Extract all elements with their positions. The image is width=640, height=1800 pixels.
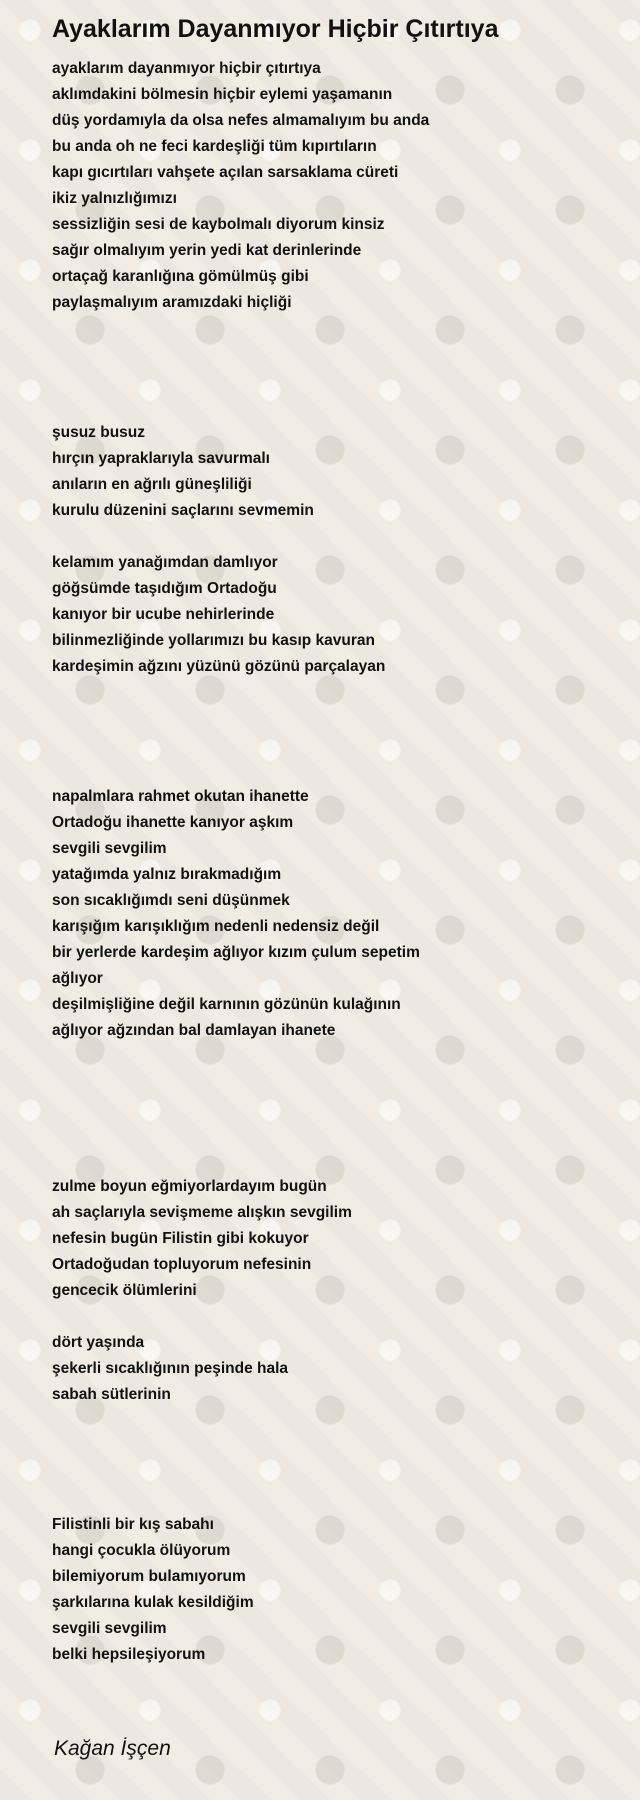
author-signature: Kağan İşçen [54,1737,171,1760]
poem-line: aklımdakini bölmesin hiçbir eylemi yaşamanın [52,86,393,103]
poem-line: sevgili sevgilim [52,1620,167,1637]
poem-line: ah saçlarıyla sevişmeme alışkın sevgilim [52,1204,352,1221]
poem-line: şekerli sıcaklığının peşinde hala [52,1360,289,1377]
poem-line: nefesin bugün Filistin gibi kokuyor [52,1230,309,1247]
poem-line: sessizliğin sesi de kaybolmalı diyorum kinsiz [52,216,385,233]
poem-line: sevgili sevgilim [52,840,167,857]
poem-line: ikiz yalnızlığımızı [52,190,177,207]
poem-line: bir yerlerde kardeşim ağlıyor kızım çulum sepetim [52,944,420,961]
blank-line [52,1460,640,1486]
poem-line: yatağımda yalnız bırakmadığım [52,866,282,883]
poem-line: kelamım yanağımdan damlıyor [52,554,278,571]
blank-line [52,368,640,394]
poem-line: ağlıyor ağzından bal damlayan ihanete [52,1022,336,1039]
poem-line: son sıcaklığımdı seni düşünmek [52,892,290,909]
poem-line: paylaşmalıyım aramızdaki hiçliği [52,294,292,311]
poem-line: düş yordamıyla da olsa nefes almamalıyım bu anda [52,112,430,129]
blank-line [52,1304,640,1330]
poem-line: kanıyor bir ucube nehirlerinde [52,606,275,623]
blank-line [52,1070,640,1096]
blank-line [52,1148,640,1174]
blank-line [52,1044,640,1070]
blank-line [52,758,640,784]
blank-line [52,1408,640,1434]
poem-line: bu anda oh ne feci kardeşliği tüm kıpırtıların [52,138,377,155]
poem-line: sabah sütlerinin [52,1386,171,1403]
poem-line: deşilmişliğine değil karnının gözünün kulağının [52,996,401,1013]
poem-line: zulme boyun eğmiyorlardayım bugün [52,1178,327,1195]
poem-line: dört yaşında [52,1334,145,1351]
poem-line: bilinmezliğinde yollarımızı bu kasıp kavuran [52,632,376,649]
blank-line [52,706,640,732]
poem-line: şarkılarına kulak kesildiğim [52,1594,254,1611]
poem-line: napalmlara rahmet okutan ihanette [52,788,309,805]
poem-line: gencecik ölümlerini [52,1282,197,1299]
blank-line [52,1122,640,1148]
blank-line [52,1486,640,1512]
poem-line: kurulu düzenini saçlarını sevmemin [52,502,314,519]
poem-line: ortaçağ karanlığına gömülmüş gibi [52,268,309,285]
poem-line: göğsümde taşıdığım Ortadoğu [52,580,277,597]
poem-line: ayaklarım dayanmıyor hiçbir çıtırtıya [52,60,321,77]
poem-body [52,56,640,1668]
blank-line [52,524,640,550]
blank-line [52,1434,640,1460]
blank-line [52,342,640,368]
poem-line: ağlıyor [52,970,103,987]
poem-line: hangi çocukla ölüyorum [52,1542,231,1559]
poem-line: bilemiyorum bulamıyorum [52,1568,246,1585]
poem-line: şusuz busuz [52,424,146,441]
poem-line: karışığım karışıklığım nedenli nedensiz değil [52,918,380,935]
poem-line: Ortadoğudan topluyorum nefesinin [52,1256,312,1273]
blank-line [52,316,640,342]
poem-line: kardeşimin ağzını yüzünü gözünü parçalayan [52,658,386,675]
poem-line: kapı gıcırtıları vahşete açılan sarsaklama cüreti [52,164,399,181]
poem-line: belki hepsileşiyorum [52,1646,206,1663]
poem-line: hırçın yapraklarıyla savurmalı [52,450,270,467]
poem-line: Filistinli bir kış sabahı [52,1516,214,1533]
poem-title: Ayaklarım Dayanmıyor Hiçbir Çıtırtıya [52,15,499,43]
blank-line [52,732,640,758]
blank-line [52,1096,640,1122]
poem-line: Ortadoğu ihanette kanıyor aşkım [52,814,294,831]
poem-line: anıların en ağrılı güneşliliği [52,476,252,493]
blank-line [52,394,640,420]
poem-line: sağır olmalıyım yerin yedi kat derinlerinde [52,242,362,259]
blank-line [52,680,640,706]
